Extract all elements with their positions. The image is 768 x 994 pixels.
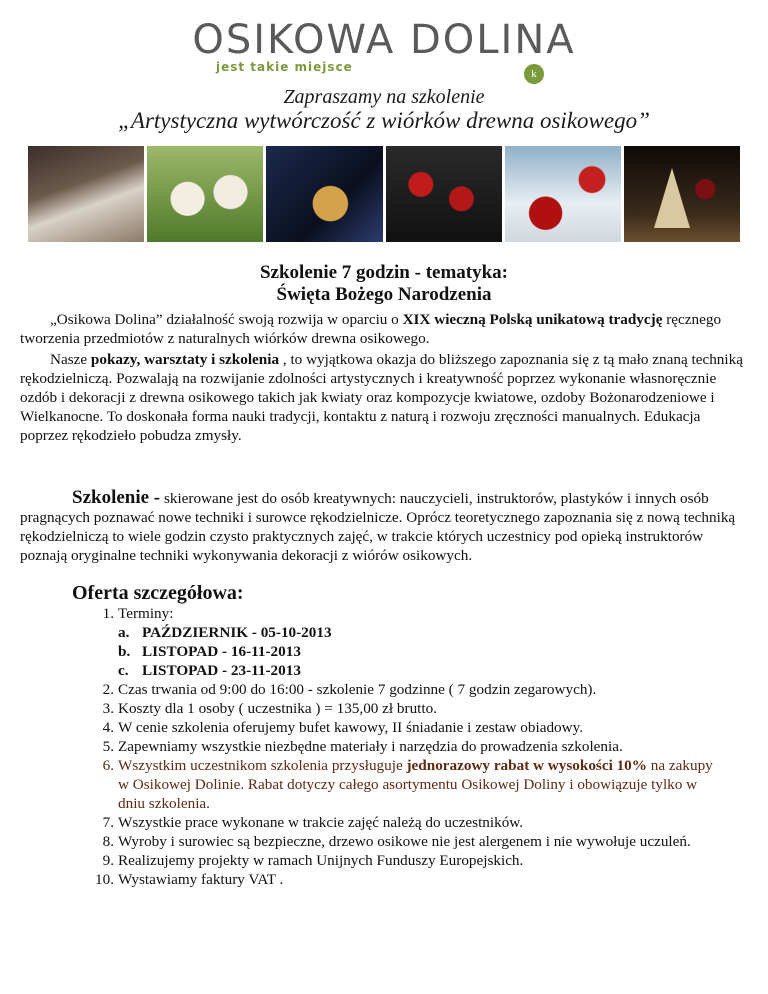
item-text: W cenie szkolenia oferujemy bufet kawowy, II śniadanie i zestaw obiadowy.	[118, 719, 584, 736]
intro-text-1: „Osikowa Dolina” działalność swoją rozwija w oparciu o	[50, 311, 403, 328]
heading-line-1: Szkolenie 7 godzin - tematyka:	[259, 262, 509, 283]
intro-paragraph	[20, 310, 748, 348]
item-number: 10.	[95, 871, 114, 888]
item-text: Terminy:	[118, 605, 174, 622]
item-text: Realizujemy projekty w ramach Unijnych Funduszy Europejskich.	[118, 852, 524, 869]
intro-bold: XIX wieczną Polską unikatową tradycję	[402, 311, 663, 328]
photo-gallery	[28, 146, 740, 242]
item-text: Koszty dla 1 osoby ( uczestnika ) = 135,00 zł brutto.	[118, 700, 438, 717]
logo-tagline: jest takie miejsce	[216, 60, 353, 74]
list-item	[80, 832, 720, 851]
item-number: 1.	[102, 605, 114, 622]
item-number: 6.	[102, 757, 114, 774]
pokazy-text-2: , to wyjątkowa okazja do bliższego zapoznania się z tą mało znaną techniką rękodzielniczą. Pozwalają na rozwijanie zdolności artystycznych i kreatywność poprzez wykonanie własnoręcznie ozdób i dekoracji z drewna osikowego takich jak kwiaty oraz kompozycje kwiatowe, ozdoby Bożonarodzeniowe i Wielkanocne. To doskonała forma nauki tradycji, kontaktu z naturą i rozwoju zręczności manualnych. Edukacja poprzez rękodzieło pobudza zmysły.	[20, 351, 743, 444]
heading-line-2: Święta Bożego Narodzenia	[276, 284, 492, 305]
pokazy-bold: pokazy, warsztaty i szkolenia	[90, 351, 280, 368]
list-item	[80, 699, 720, 718]
invite-line: Zapraszamy na szkolenie	[283, 86, 485, 108]
list-subitem	[80, 623, 720, 642]
item-number: 4.	[102, 719, 114, 736]
photo-ornament	[266, 146, 382, 242]
logo-name: OSIKOWA DOLINA	[192, 17, 576, 63]
intro-text-2: ręcznego tworzenia przedmiotów z naturalnych wiórków drewna osikowego.	[20, 311, 722, 347]
item-text: PAŹDZIERNIK - 05-10-2013	[142, 624, 332, 641]
item-text: Wszystkie prace wykonane w trakcie zajęć należą do uczestników.	[118, 814, 524, 831]
item-text: Czas trwania od 9:00 do 16:00 - szkolenie 7 godzinne ( 7 godzin zegarowych).	[118, 681, 597, 698]
item-text: Wyroby i surowiec są bezpieczne, drzewo osikowe nie jest alergenem i nie wywołuje uczuleń.	[118, 833, 691, 850]
pokazy-text-1: Nasze	[50, 351, 91, 368]
list-item	[80, 718, 720, 737]
discount-bold: jednorazowy rabat w wysokości 10%	[406, 757, 647, 774]
item-text: Wystawiamy faktury VAT .	[118, 871, 284, 888]
photo-christmas-tree	[624, 146, 740, 242]
list-subitem	[80, 661, 720, 680]
list-item	[80, 813, 720, 832]
item-number: 2.	[102, 681, 114, 698]
szkolenie-text: skierowane jest do osób kreatywnych: nauczycieli, instruktorów, plastyków i innych osób pragnących poznawać nowe techniki i surowce rękodzielnicze. Oprócz teoretycznego zapoznania się z nową techniką rękodzielniczą to wiele godzin czysto praktycznych zajęć, w trakcie których uczestnicy pod opieką instruktorów poznają oryginalne techniki wykonywania dekoracji z wiórów osikowych.	[20, 490, 736, 564]
item-text: na zakupy w Osikowej Dolinie. Rabat dotyczy całego asortymentu Osikowej Doliny i obowiązuje tylko w dniu szkolenia.	[118, 757, 713, 812]
item-number: 9.	[102, 852, 114, 869]
item-letter: c.	[118, 662, 129, 679]
item-text: Zapewniamy wszystkie niezbędne materiały i narzędzia do prowadzenia szkolenia.	[118, 738, 623, 755]
list-item	[80, 851, 720, 870]
list-item	[80, 604, 720, 623]
item-text: LISTOPAD - 23-11-2013	[142, 662, 301, 679]
photo-red-baubles	[505, 146, 621, 242]
photo-red-flowers	[386, 146, 502, 242]
pokazy-paragraph	[20, 350, 748, 445]
tree-icon	[654, 168, 690, 228]
leaf-logo-icon: k	[524, 64, 544, 84]
offer-list	[80, 604, 720, 889]
item-number: 8.	[102, 833, 114, 850]
item-text: Wszystkim uczestnikom szkolenia przysługuje	[118, 757, 407, 774]
photo-easter-eggs	[147, 146, 263, 242]
item-letter: a.	[118, 624, 130, 641]
szkolenie-word: Szkolenie -	[72, 487, 161, 508]
szkolenie-paragraph	[20, 488, 748, 565]
list-item	[80, 737, 720, 756]
course-title: „Artystyczna wytwórczość z wiórków drewna osikowego”	[118, 108, 650, 133]
list-item-discount	[80, 756, 720, 813]
item-number: 3.	[102, 700, 114, 717]
list-subitem	[80, 642, 720, 661]
item-number: 7.	[102, 814, 114, 831]
item-number: 5.	[102, 738, 114, 755]
item-letter: b.	[118, 643, 131, 660]
logo	[0, 17, 768, 80]
offer-title: Oferta szczegółowa:	[72, 582, 244, 604]
list-item	[80, 680, 720, 699]
photo-tea-set	[28, 146, 144, 242]
list-item	[80, 870, 720, 889]
item-text: LISTOPAD - 16-11-2013	[142, 643, 301, 660]
section-heading	[0, 262, 768, 306]
